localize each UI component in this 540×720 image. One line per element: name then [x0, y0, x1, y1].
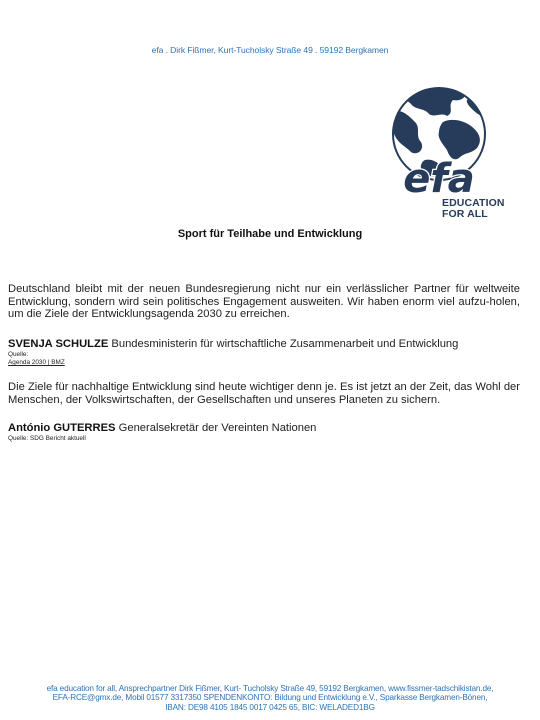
source-link-1[interactable]: Agenda 2030 | BMZ	[8, 359, 65, 366]
speaker-role-1: Bundesministerin für wirtschaftliche Zusammenarbeit und Entwicklung	[108, 338, 459, 350]
speaker-name-2: António GUTERRES	[8, 422, 116, 434]
speaker-role-2: Generalsekretär der Vereinten Nationen	[115, 422, 317, 434]
speaker-2	[8, 422, 520, 435]
source-label-1: Quelle:	[8, 351, 29, 358]
efa-wordmark: efa	[403, 156, 475, 202]
page-title: Sport für Teilhabe und Entwicklung	[177, 228, 363, 240]
logo-tagline-line1: EDUCATION	[442, 197, 505, 209]
header-address: efa . Dirk Fißmer, Kurt-Tucholsky Straße 49 . 59192 Bergkamen	[151, 45, 389, 55]
logo-tagline-line2: FOR ALL	[442, 208, 488, 220]
speaker-name-1: SVENJA SCHULZE	[8, 338, 109, 350]
footer-line-3: IBAN: DE98 4105 1845 0017 0425 65, BIC: WELADED1BG	[165, 702, 375, 712]
source-label-2: Quelle: SDG Bericht aktuell	[8, 435, 86, 442]
logo-tagline	[442, 198, 505, 220]
footer-line-1: efa education for all, Ansprechpartner Dirk Fißmer, Kurt- Tucholsky Straße 49, 59192 Bergkamen, www.fissmer-tadschikistan.de,	[46, 684, 494, 693]
speaker-1	[8, 338, 520, 351]
footer	[0, 684, 540, 712]
quote-text-1: Deutschland bleibt mit der neuen Bundesregierung nicht nur ein verlässlicher Partner für weltweite Entwicklung, sondern wird sein politisches Engagement ausweiten. Wir haben enorm viel aufzu-holen, um die Ziele der Entwicklungsagenda 2030 zu erreichen.	[8, 283, 520, 321]
footer-line-2: EFA-RCE@gmx.de, Mobil 01577 3317350 SPENDENKONTO: Bildung und Entwicklung e.V., Sparkasse Bergkamen-Bönen,	[52, 693, 488, 703]
quote-text-2: Die Ziele für nachhaltige Entwicklung sind heute wichtiger denn je. Es ist jetzt an der Zeit, das Wohl der Menschen, der Volkswirtschaften, der Gesellschaften und unseres Planeten zu sichern.	[8, 381, 520, 406]
